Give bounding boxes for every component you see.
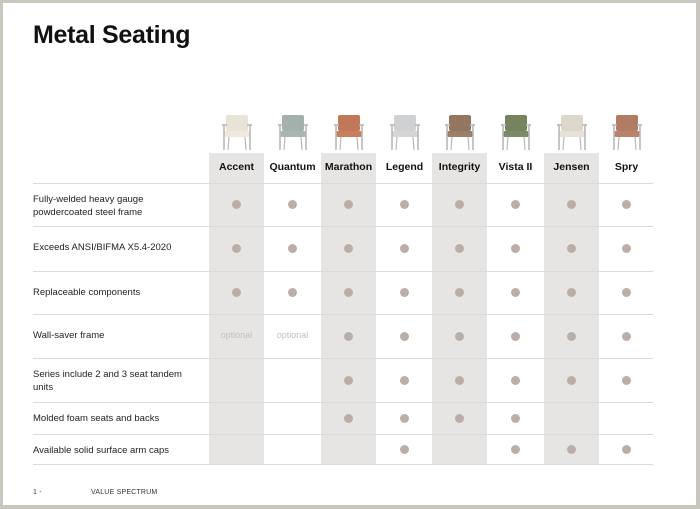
- optional-label: optional: [276, 330, 309, 340]
- feature-dot: [400, 244, 409, 253]
- chair-icon: [220, 111, 254, 151]
- chair-icon: [610, 111, 644, 151]
- page-title: Metal Seating: [33, 21, 191, 49]
- chair-icon: [276, 111, 310, 151]
- feature-dot: [511, 414, 520, 423]
- feature-dot: [622, 445, 631, 454]
- row-divider: [33, 358, 653, 359]
- feature-dot: [455, 414, 464, 423]
- feature-dot: [567, 445, 576, 454]
- row-divider: [33, 464, 653, 465]
- row-label: Molded foam seats and backs: [33, 413, 160, 424]
- feature-dot: [511, 200, 520, 209]
- column-header: Marathon: [324, 161, 373, 173]
- feature-dot: [288, 200, 297, 209]
- feature-dot: [622, 200, 631, 209]
- feature-dot: [511, 445, 520, 454]
- feature-dot: [344, 414, 353, 423]
- page: [3, 3, 696, 505]
- chair-icon: [443, 111, 477, 151]
- column-header: Quantum: [269, 161, 316, 173]
- feature-dot: [511, 376, 520, 385]
- feature-dot: [232, 288, 241, 297]
- chair-icon: [499, 111, 533, 151]
- feature-dot: [344, 288, 353, 297]
- feature-dot: [622, 244, 631, 253]
- row-label: Wall-saver frame: [33, 330, 105, 341]
- feature-dot: [455, 288, 464, 297]
- row-label: Replaceable components: [33, 287, 141, 298]
- row-label: Available solid surface arm caps: [33, 445, 170, 456]
- feature-dot: [455, 244, 464, 253]
- column-header: Accent: [218, 161, 254, 173]
- row-divider: [33, 314, 653, 315]
- feature-dot: [400, 332, 409, 341]
- chair-icon: [555, 111, 589, 151]
- feature-dot: [400, 414, 409, 423]
- footer-section: VALUE SPECTRUM: [91, 489, 158, 496]
- feature-dot: [344, 200, 353, 209]
- feature-dot: [622, 288, 631, 297]
- feature-dot: [567, 200, 576, 209]
- column-header: Jensen: [553, 161, 590, 173]
- feature-dot: [288, 244, 297, 253]
- feature-dot: [622, 376, 631, 385]
- row-divider: [33, 183, 653, 184]
- feature-dot: [400, 376, 409, 385]
- feature-dot: [232, 200, 241, 209]
- column-header: Legend: [385, 161, 424, 173]
- optional-label: optional: [220, 330, 253, 340]
- page-number: 1 -: [33, 489, 42, 496]
- row-label: Exceeds ANSI/BIFMA X5.4-2020: [33, 242, 172, 253]
- feature-dot: [567, 244, 576, 253]
- feature-dot: [232, 244, 241, 253]
- feature-dot: [288, 288, 297, 297]
- column-header: Vista II: [498, 161, 533, 173]
- row-divider: [33, 226, 653, 227]
- row-divider: [33, 434, 653, 435]
- feature-dot: [400, 445, 409, 454]
- column-header: Integrity: [438, 161, 481, 173]
- column-header: Spry: [614, 161, 639, 173]
- row-divider: [33, 402, 653, 403]
- feature-dot: [344, 376, 353, 385]
- row-divider: [33, 271, 653, 272]
- feature-dot: [455, 332, 464, 341]
- feature-dot: [511, 332, 520, 341]
- feature-dot: [344, 244, 353, 253]
- feature-dot: [344, 332, 353, 341]
- feature-dot: [622, 332, 631, 341]
- chair-icon: [332, 111, 366, 151]
- row-label: Fully-welded heavy gauge powdercoated steel frame: [33, 194, 144, 218]
- feature-dot: [511, 288, 520, 297]
- feature-dot: [567, 288, 576, 297]
- feature-dot: [567, 376, 576, 385]
- feature-dot: [400, 288, 409, 297]
- row-label: Series include 2 and 3 seat tandem units: [33, 369, 182, 393]
- feature-dot: [511, 244, 520, 253]
- chair-icon: [388, 111, 422, 151]
- feature-dot: [567, 332, 576, 341]
- feature-dot: [455, 200, 464, 209]
- feature-dot: [400, 200, 409, 209]
- feature-dot: [455, 376, 464, 385]
